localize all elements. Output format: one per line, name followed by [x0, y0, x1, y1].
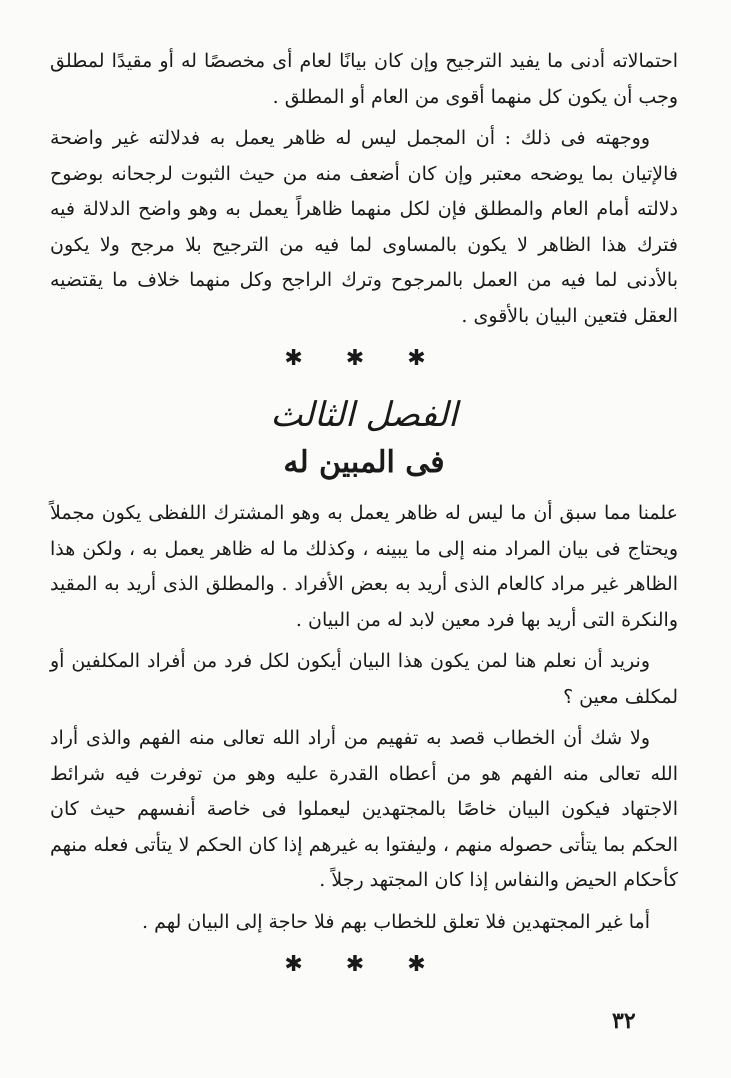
- paragraph: ونريد أن نعلم هنا لمن يكون هذا البيان أيكون لكل فرد من أفراد المكلفين أو لمكلف معين ؟: [50, 650, 678, 708]
- page-body: [50, 44, 678, 986]
- section-separator: ✱ ✱ ✱: [284, 346, 444, 371]
- paragraph: ولا شك أن الخطاب قصد به تفهيم من أراد الله تعالى منه الفهم والذى أراد الله تعالى منه الفهم هو من أعطاه القدرة عليه وهو من توفرت فيه شرائط الاجتهاد فيكون البيان خاصًا بالمجتهدين ليعملوا فى خاصة أنفسهم حيث كان الحكم بما يتأتى حصوله منهم ، وليفتوا به غيرهم إذا كان الحكم لا يتأتى فعله منهم كأحكام الحيض والنفاس إذا كان المجتهد رجلاً .: [50, 727, 678, 891]
- paragraph: ووجهته فى ذلك : أن المجمل ليس له ظاهر يعمل به فدلالته غير واضحة فالإتيان بما يوضحه معتبر وإن كان أضعف منه من حيث الثبوت لرجحانه بوضوح دلالته أمام العام والمطلق فإن لكل منهما ظاهراً يعمل به وهو واضح الدلالة فيه فترك هذا الظاهر لا يكون بالمساوى لما فيه من الترجيح بلا مرجح ولا يكون بالأدنى لما فيه من العمل بالمرجوح وترك الراجح وكل منهما خلاف ما يقتضيه العقل فتعين البيان بالأقوى .: [50, 127, 678, 327]
- paragraph: علمنا مما سبق أن ما ليس له ظاهر يعمل به وهو المشترك اللفظى يكون مجملاً ويحتاج فى بيان المراد منه إلى ما يبينه ، وكذلك ما له ظاهر يعمل به ، ولكن هذا الظاهر غير مراد كالعام الذى أريد به بعض الأفراد . والمطلق الذى أريد به المقيد والنكرة التى أريد بها فرد معين لابد له من البيان .: [50, 502, 678, 631]
- paragraph: أما غير المجتهدين فلا تعلق للخطاب بهم فلا حاجة إلى البيان لهم .: [141, 910, 650, 933]
- chapter-title: الفصل الثالث: [270, 395, 458, 435]
- page-number: ٣٢: [612, 1008, 636, 1034]
- chapter-subtitle: فى المبين له: [283, 445, 445, 480]
- paragraph: احتمالاته أدنى ما يفيد الترجيح وإن كان بيانًا لعام أى مخصصًا له أو مقيدًا لمطلق وجب أن يكون كل منهما أقوى من العام أو المطلق .: [50, 50, 678, 108]
- section-separator: ✱ ✱ ✱: [284, 952, 444, 977]
